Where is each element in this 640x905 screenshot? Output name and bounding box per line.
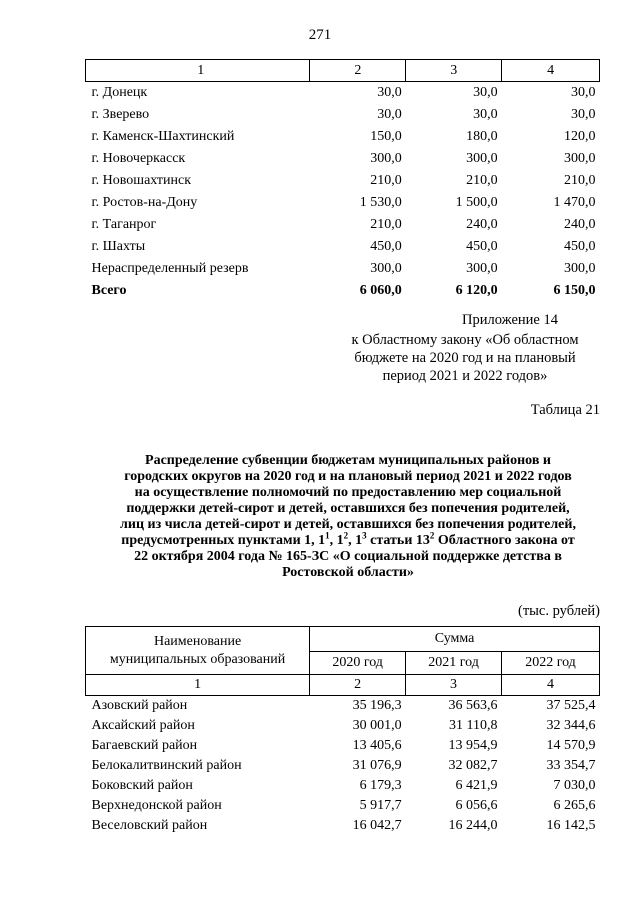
name-header-line: муниципальных образований: [109, 651, 286, 667]
value-2021: 30,0: [473, 85, 498, 100]
value-2021: 32 082,7: [448, 758, 498, 773]
total-2022: 6 150,0: [553, 283, 596, 298]
value-2021: 450,0: [466, 239, 498, 254]
value-2020: 150,0: [370, 129, 402, 144]
total-2020: 6 060,0: [359, 283, 402, 298]
value-2022: 30,0: [571, 107, 596, 122]
value-2022: 450,0: [564, 239, 596, 254]
col-number-4: 4: [502, 60, 600, 82]
table-row: [86, 236, 600, 258]
value-2021: 30,0: [473, 107, 498, 122]
title-line: поддержки детей-сирот и детей, оставшихся без попечения родителей,: [126, 501, 570, 516]
value-2022: 240,0: [564, 217, 596, 232]
value-2022: 1 470,0: [553, 195, 596, 210]
row-name: Веселовский район: [91, 818, 208, 833]
row-name: Боковский район: [91, 778, 193, 793]
value-2022: 300,0: [564, 151, 596, 166]
value-2022: 33 354,7: [546, 758, 596, 773]
table-row: [86, 776, 600, 796]
value-2021: 300,0: [466, 151, 498, 166]
value-2020: 13 405,6: [352, 738, 402, 753]
row-name: Нераспределенный резерв: [91, 261, 249, 276]
value-2020: 30 001,0: [352, 718, 402, 733]
row-name: г. Зверево: [91, 107, 150, 122]
value-2021: 13 954,9: [448, 738, 498, 753]
col-number-2: 2: [310, 60, 406, 82]
value-2020: 30,0: [377, 85, 402, 100]
col-number-1: 1: [86, 60, 310, 82]
appendix-law-line: бюджете на 2020 год и на плановый: [354, 350, 576, 366]
value-2021: 36 563,6: [448, 698, 498, 713]
page-number: 271: [308, 27, 332, 43]
name-header: [86, 627, 310, 675]
col-number-4: 4: [502, 675, 600, 696]
row-name: г. Каменск-Шахтинский: [91, 129, 235, 144]
row-name: Азовский район: [91, 698, 188, 713]
superscript: 1: [325, 530, 330, 541]
row-name: г. Шахты: [91, 239, 146, 254]
value-2021: 240,0: [466, 217, 498, 232]
subvention-table: [85, 626, 600, 836]
value-2021: 16 244,0: [448, 818, 498, 833]
row-name: Аксайский район: [91, 718, 195, 733]
year-header: 2022 год: [502, 652, 600, 675]
title-line: Распределение субвенции бюджетам муниципальных районов и: [145, 453, 551, 468]
value-2021: 31 110,8: [449, 718, 498, 733]
row-name: г. Новочеркасск: [91, 151, 186, 166]
table-row: [86, 696, 600, 717]
year-header: 2021 год: [406, 652, 502, 675]
value-2021: 1 500,0: [455, 195, 498, 210]
table-row: [86, 214, 600, 236]
row-name: г. Донецк: [91, 85, 148, 100]
row-name: г. Ростов-на-Дону: [91, 195, 198, 210]
table-row: [86, 796, 600, 816]
sum-header: Сумма: [310, 627, 600, 652]
table-continuation: [85, 59, 600, 302]
table-row: [86, 816, 600, 836]
value-2020: 300,0: [370, 151, 402, 166]
total-2021: 6 120,0: [455, 283, 498, 298]
year-header: 2020 год: [310, 652, 406, 675]
col-number-2: 2: [310, 675, 406, 696]
title-text: статьи 13: [366, 533, 430, 548]
table-row: [86, 82, 600, 105]
col-number-3: 3: [406, 60, 502, 82]
row-name: г. Новошахтинск: [91, 173, 192, 188]
value-2021: 6 056,6: [455, 798, 498, 813]
superscript: 2: [429, 530, 435, 541]
title-line: лиц из числа детей-сирот и детей, оставшихся без попечения родителей,: [120, 517, 576, 532]
value-2022: 300,0: [564, 261, 596, 276]
title-text: , 1: [348, 533, 363, 548]
title-line: Ростовской области»: [282, 565, 414, 580]
superscript: 3: [362, 530, 367, 541]
title-text: предусмотренных пунктами 1, 1: [121, 533, 326, 548]
appendix-title: Приложение 14: [462, 312, 558, 328]
row-name: г. Таганрог: [91, 217, 157, 232]
title-text: , 1: [329, 533, 344, 548]
title-text: Областного закона от: [434, 533, 575, 548]
value-2020: 35 196,3: [352, 698, 402, 713]
row-name: Багаевский район: [91, 738, 198, 753]
table-row: [86, 192, 600, 214]
value-2020: 210,0: [370, 173, 402, 188]
table-header-row: [86, 60, 600, 82]
document-title: [88, 453, 608, 581]
column-number-row: [86, 675, 600, 696]
value-2022: 120,0: [564, 129, 596, 144]
value-2020: 30,0: [377, 107, 402, 122]
value-2020: 31 076,9: [352, 758, 402, 773]
value-2021: 210,0: [466, 173, 498, 188]
value-2022: 30,0: [571, 85, 596, 100]
table-row: [86, 170, 600, 192]
value-2022: 210,0: [564, 173, 596, 188]
table-row: [86, 258, 600, 280]
col-number-3: 3: [406, 675, 502, 696]
total-label: Всего: [91, 283, 127, 298]
value-2020: 16 042,7: [352, 818, 402, 833]
units-label: (тыс. рублей): [518, 603, 600, 619]
appendix-law-line: период 2021 и 2022 годов»: [382, 368, 548, 384]
value-2020: 210,0: [370, 217, 402, 232]
table-row: [86, 736, 600, 756]
row-name: Белокалитвинский район: [91, 758, 242, 773]
value-2020: 300,0: [370, 261, 402, 276]
value-2020: 5 917,7: [359, 798, 402, 813]
appendix-law-reference: [330, 331, 600, 385]
title-line: на осуществление полномочий по предоставлению мер социальной: [134, 485, 562, 500]
value-2020: 450,0: [370, 239, 402, 254]
value-2022: 32 344,6: [546, 718, 596, 733]
table-number: Таблица 21: [530, 402, 600, 418]
value-2022: 6 265,6: [553, 798, 596, 813]
appendix-law-line: к Областному закону «Об областном: [351, 332, 579, 348]
table-row: [86, 126, 600, 148]
total-row: [86, 280, 600, 302]
title-line: [88, 530, 608, 549]
value-2022: 7 030,0: [553, 778, 596, 793]
value-2022: 16 142,5: [546, 818, 596, 833]
name-header-line: Наименование: [153, 633, 242, 649]
superscript: 2: [343, 530, 349, 541]
table-row: [86, 716, 600, 736]
table-row: [86, 756, 600, 776]
col-number-1: 1: [86, 675, 310, 696]
table-row: [86, 104, 600, 126]
table-header-row: [86, 627, 600, 652]
value-2021: 6 421,9: [455, 778, 498, 793]
value-2021: 300,0: [466, 261, 498, 276]
row-name: Верхнедонской район: [91, 798, 222, 813]
value-2022: 14 570,9: [546, 738, 596, 753]
value-2020: 6 179,3: [359, 778, 402, 793]
value-2020: 1 530,0: [359, 195, 402, 210]
title-line: городских округов на 2020 год и на плановый период 2021 и 2022 годов: [124, 469, 572, 484]
table-row: [86, 148, 600, 170]
title-line: 22 октября 2004 года № 165-ЗС «О социальной поддержке детства в: [134, 549, 562, 564]
value-2022: 37 525,4: [546, 698, 596, 713]
value-2021: 180,0: [466, 129, 498, 144]
